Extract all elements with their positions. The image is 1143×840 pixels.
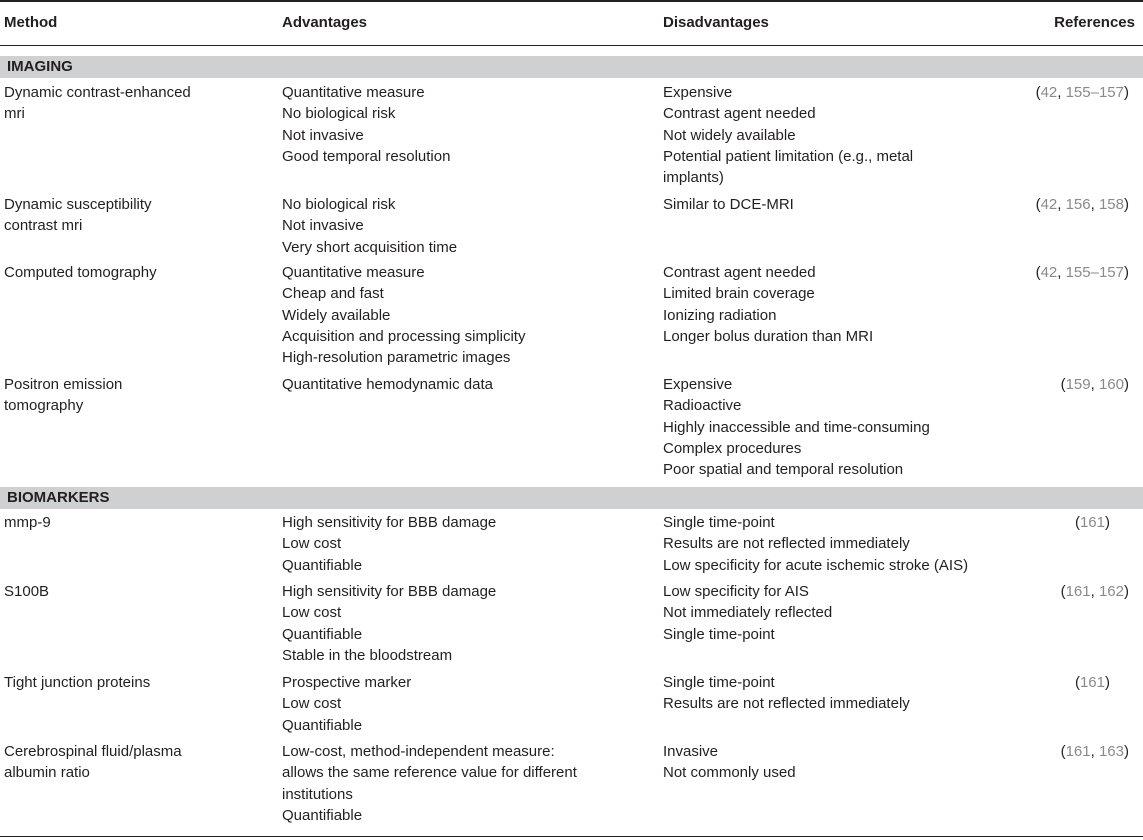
disadvantage-item: Not widely available [663,126,796,144]
advantage-item: No biological risk [282,105,396,123]
advantage-item: Low cost [282,604,342,622]
advantage-item: Prospective marker [282,674,412,691]
ref-punct: ) [1124,84,1129,101]
ref-punct: ( [1074,674,1080,691]
disadvantage-item: Single time-point [663,514,775,531]
ref-link[interactable]: 155–157 [1065,264,1124,281]
ref-punct: ) [1124,264,1129,281]
method-line: S100B [4,583,50,600]
disadvantages-cell [663,194,794,215]
advantage-item: Quantitative measure [282,264,425,281]
disadvantage-item: Radioactive [663,397,742,415]
disadvantage-item: Potential patient limitation (e.g., metal [663,147,914,165]
advantage-item: Quantifiable [282,625,363,643]
references-cell [1061,741,1129,762]
method-cell [4,672,150,693]
header-references: References [1054,14,1135,31]
method-line: Dynamic contrast-enhanced [4,84,191,101]
disadvantage-item: Single time-point [663,674,775,691]
advantage-item: Low cost [282,535,342,553]
header-advantages: Advantages [282,14,368,31]
ref-link[interactable]: 160 [1098,376,1124,393]
section-label: BIOMARKERS [7,489,110,506]
disadvantage-item: Results are not reflected immediately [663,695,910,713]
disadvantages-cell [663,741,796,784]
ref-link[interactable]: 161 [1079,514,1105,531]
disadvantages-cell [663,374,930,480]
ref-link[interactable]: 156 [1065,196,1091,213]
disadvantage-item: Poor spatial and temporal resolution [663,461,904,479]
ref-punct: ( [1074,514,1080,531]
disadvantages-cell [663,82,913,188]
advantages-cell [282,82,450,167]
advantages-cell [282,262,525,368]
ref-link[interactable]: 163 [1098,743,1124,760]
advantage-item: Not invasive [282,217,364,235]
section-label: IMAGING [7,58,73,75]
disadvantage-item: Similar to DCE-MRI [663,196,794,213]
advantage-item: Quantitative hemodynamic data [282,376,493,393]
ref-punct: , [1090,583,1099,600]
disadvantages-cell [663,581,832,645]
method-cell [4,741,182,784]
advantage-item: Quantifiable [282,556,363,574]
disadvantage-item: Contrast agent needed [663,105,816,123]
ref-punct: , [1090,743,1099,760]
ref-punct: , [1057,84,1066,101]
ref-link[interactable]: 161 [1079,674,1105,691]
ref-punct: ( [1035,264,1041,281]
advantage-item: Acquisition and processing simplicity [282,327,526,345]
advantage-item: institutions [282,785,353,803]
disadvantage-item: Not immediately reflected [663,604,833,622]
disadvantage-item: implants) [663,169,724,187]
method-line: tomography [4,397,84,415]
ref-link[interactable]: 155–157 [1065,84,1124,101]
references-cell [1075,672,1110,693]
method-line: mmp-9 [4,514,51,531]
method-line: mri [4,105,25,123]
ref-link[interactable]: 42 [1040,264,1058,281]
ref-link[interactable]: 162 [1098,583,1124,600]
section-band-imaging [0,56,1143,78]
advantage-item: allows the same reference value for different [282,764,577,782]
advantage-item: Low cost [282,695,342,713]
ref-link[interactable]: 161 [1065,743,1091,760]
method-line: contrast mri [4,217,83,235]
ref-punct: ( [1060,376,1066,393]
ref-punct: ( [1035,196,1041,213]
ref-punct: ( [1060,583,1066,600]
top-rule [0,0,1143,2]
method-line: Computed tomography [4,264,157,281]
disadvantage-item: Low specificity for AIS [663,583,809,600]
advantage-item: High sensitivity for BBB damage [282,583,497,600]
disadvantage-item: Limited brain coverage [663,285,815,303]
advantages-cell [282,512,496,576]
ref-punct: , [1090,376,1099,393]
method-line: Cerebrospinal fluid/plasma [4,743,182,760]
disadvantages-cell [663,262,873,347]
ref-punct: ) [1105,674,1110,691]
ref-punct: , [1057,264,1066,281]
references-cell [1061,581,1129,602]
ref-link[interactable]: 42 [1040,196,1058,213]
disadvantage-item: Complex procedures [663,439,802,457]
ref-punct: , [1057,196,1066,213]
method-cell [4,512,51,533]
method-line: albumin ratio [4,764,90,782]
advantage-item: Stable in the bloodstream [282,646,453,664]
disadvantages-cell [663,512,968,576]
disadvantage-item: Ionizing radiation [663,306,777,324]
ref-punct: ) [1124,743,1129,760]
disadvantage-item: Invasive [663,743,719,760]
disadvantage-item: Contrast agent needed [663,264,816,281]
advantages-cell [282,741,577,826]
method-cell [4,262,157,283]
disadvantage-item: Longer bolus duration than MRI [663,327,874,345]
method-cell [4,374,122,417]
advantage-item: Cheap and fast [282,285,384,303]
section-band-biomarkers [0,487,1143,509]
advantage-item: High-resolution parametric images [282,349,511,367]
advantage-item: Not invasive [282,126,364,144]
header-method: Method [4,14,58,31]
advantage-item: No biological risk [282,196,396,213]
method-line: Positron emission [4,376,123,393]
header-rule [0,45,1143,46]
advantage-item: Quantifiable [282,716,363,734]
advantage-item: Low-cost, method-independent measure: [282,743,555,760]
ref-link[interactable]: 158 [1098,196,1124,213]
disadvantage-item: Expensive [663,376,733,393]
advantage-item: Quantitative measure [282,84,425,101]
references-cell [1036,262,1129,283]
disadvantage-item: Low specificity for acute ischemic stroke (AIS) [663,556,969,574]
ref-punct: ) [1124,196,1129,213]
references-cell [1075,512,1110,533]
ref-link[interactable]: 42 [1040,84,1058,101]
ref-punct: ( [1035,84,1041,101]
advantage-item: Widely available [282,306,391,324]
method-cell [4,82,191,125]
header-disadvantages: Disadvantages [663,14,769,31]
advantage-item: High sensitivity for BBB damage [282,514,497,531]
method-line: Tight junction proteins [4,674,151,691]
ref-punct: ) [1105,514,1110,531]
advantages-cell [282,374,493,395]
references-cell [1036,82,1129,103]
ref-punct: ) [1124,376,1129,393]
disadvantage-item: Highly inaccessible and time-consuming [663,418,930,436]
advantages-cell [282,194,457,258]
disadvantage-item: Single time-point [663,625,775,643]
disadvantages-cell [663,672,910,715]
advantages-cell [282,672,411,736]
method-cell [4,581,49,602]
references-cell [1061,374,1129,395]
method-line: Dynamic susceptibility [4,196,152,213]
ref-link[interactable]: 161 [1065,583,1091,600]
method-cell [4,194,152,237]
ref-punct: ( [1060,743,1066,760]
advantage-item: Very short acquisition time [282,238,458,256]
bottom-rule [0,836,1143,837]
references-cell [1036,194,1129,215]
disadvantage-item: Results are not reflected immediately [663,535,910,553]
ref-punct: ) [1124,583,1129,600]
ref-link[interactable]: 159 [1065,376,1091,393]
advantage-item: Good temporal resolution [282,147,451,165]
advantage-item: Quantifiable [282,806,363,824]
advantages-cell [282,581,496,666]
disadvantage-item: Not commonly used [663,764,796,782]
ref-punct: , [1090,196,1099,213]
disadvantage-item: Expensive [663,84,733,101]
